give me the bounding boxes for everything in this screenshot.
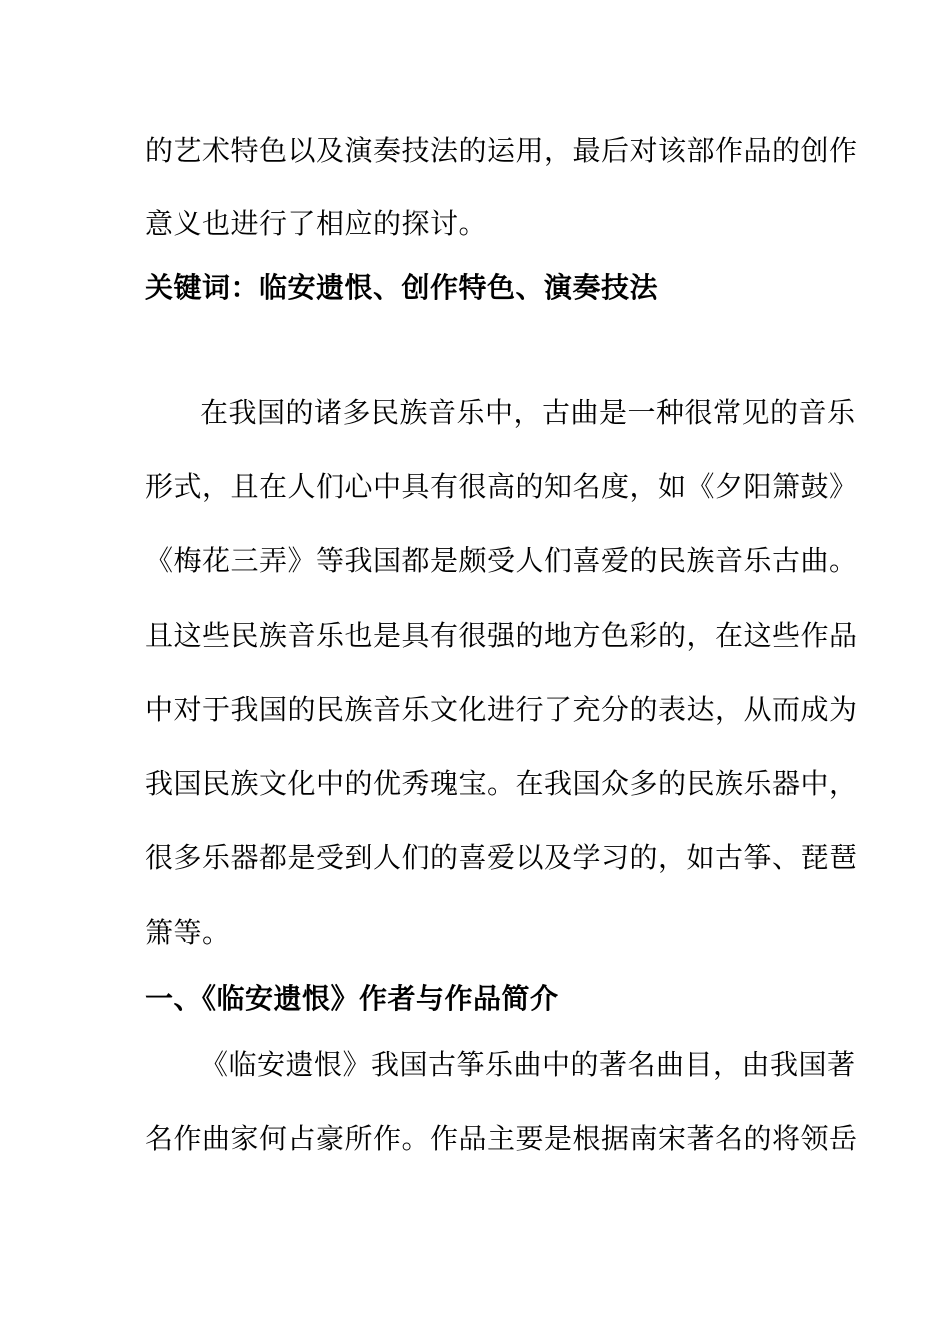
intro-line-4: 且这些民族音乐也是具有很强的地方色彩的，在这些作品 (145, 619, 858, 652)
intro-line-6: 我国民族文化中的优秀瑰宝。在我国众多的民族乐器中， (145, 767, 858, 800)
section-line-1: 《临安遗恨》我国古筝乐曲中的著名曲目，由我国著 (200, 1048, 856, 1081)
intro-line-7: 很多乐器都是受到人们的喜爱以及学习的，如古筝、琵琶 (145, 841, 858, 874)
keywords-line: 关键词：临安遗恨、创作特色、演奏技法 (145, 271, 659, 304)
intro-line-8: 箫等。 (145, 916, 231, 949)
section-heading: 一、《临安遗恨》作者与作品简介 (145, 982, 559, 1015)
intro-line-2: 形式，且在人们心中具有很高的知名度，如《夕阳箫鼓》 (145, 470, 858, 503)
intro-line-3: 《梅花三弄》等我国都是颇受人们喜爱的民族音乐古曲。 (145, 544, 858, 577)
abstract-line-2: 意义也进行了相应的探讨。 (145, 207, 488, 240)
abstract-line-1: 的艺术特色以及演奏技法的运用，最后对该部作品的创作 (145, 134, 858, 167)
intro-line-1: 在我国的诸多民族音乐中，古曲是一种很常见的音乐 (200, 396, 856, 429)
section-line-2: 名作曲家何占豪所作。作品主要是根据南宋著名的将领岳 (145, 1122, 858, 1155)
intro-line-5: 中对于我国的民族音乐文化进行了充分的表达，从而成为 (145, 693, 858, 726)
